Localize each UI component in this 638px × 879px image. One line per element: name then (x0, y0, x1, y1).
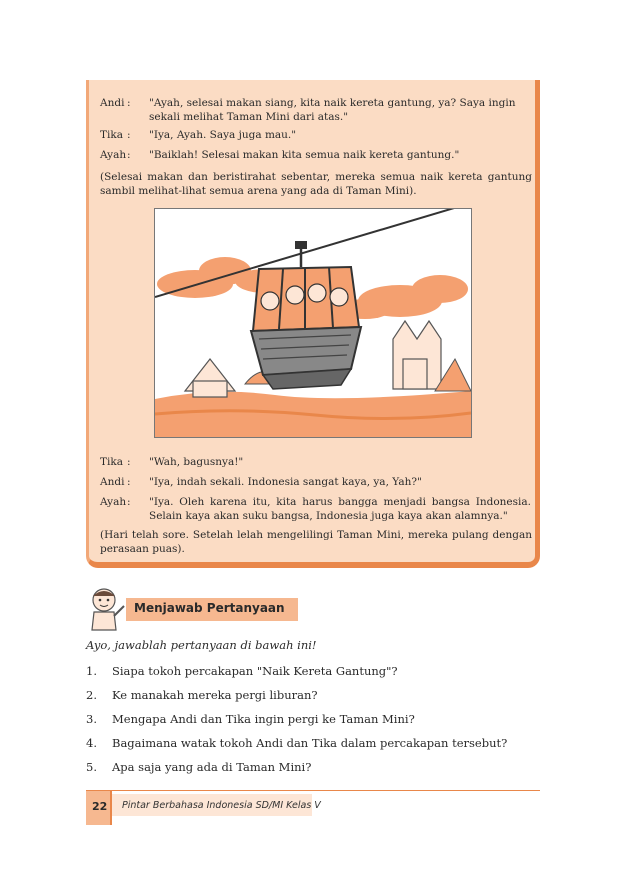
question-number: 3. (86, 712, 97, 726)
cable-car-illustration (154, 208, 472, 438)
narration-2: (Hari telah sore. Setelah lelah mengelilingi Taman Mini, mereka pulang dengan perasaan puas). (100, 529, 532, 555)
dialog-text: "Baiklah! Selesai makan kita semua naik kereta gantung." (149, 149, 460, 161)
speaker: Andi (100, 476, 125, 488)
separator: : (127, 456, 131, 468)
speaker: Tika (100, 456, 123, 468)
footer-divider (86, 790, 540, 791)
book-title: Pintar Berbahasa Indonesia SD/MI Kelas V (122, 800, 321, 811)
speaker: Tika (100, 129, 123, 141)
separator: : (127, 496, 131, 508)
question-number: 2. (86, 688, 97, 702)
question-number: 5. (86, 760, 97, 774)
question-text: Bagaimana watak tokoh Andi dan Tika dalam percakapan tersebut? (112, 736, 508, 750)
speaker: Ayah (100, 496, 127, 508)
student-mascot-icon (84, 586, 126, 636)
cable-car-icon (155, 209, 471, 437)
dialog-text: "Ayah, selesai makan siang, kita naik kereta gantung, ya? Saya ingin sekali melihat Taman Mini dari atas." (149, 97, 516, 123)
section-title: Menjawab Pertanyaan (134, 601, 285, 615)
question-text: Mengapa Andi dan Tika ingin pergi ke Taman Mini? (112, 712, 415, 726)
separator: : (127, 149, 131, 161)
question-text: Siapa tokoh percakapan "Naik Kereta Gantung"? (112, 664, 398, 678)
dialog-text: "Iya, indah sekali. Indonesia sangat kaya, ya, Yah?" (149, 476, 422, 488)
separator: : (127, 476, 131, 488)
dialog-text: "Iya, Ayah. Saya juga mau." (149, 129, 297, 141)
dialog-text: "Iya. Oleh karena itu, kita harus bangga menjadi bangsa Indonesia. Selain kaya akan suku bangsa, Indonesia juga kaya akan alamnya." (149, 496, 531, 522)
separator: : (127, 97, 131, 109)
dialog-text: "Wah, bagusnya!" (149, 456, 244, 468)
narration-1: (Selesai makan dan beristirahat sebentar, mereka semua naik kereta gantung sambil melihat-lihat semua arena yang ada di Taman Mini). (100, 171, 532, 197)
question-number: 1. (86, 664, 97, 678)
instruction: Ayo, jawablah pertanyaan di bawah ini! (86, 638, 317, 652)
question-text: Ke manakah mereka pergi liburan? (112, 688, 318, 702)
speaker: Andi (100, 97, 125, 109)
speaker: Ayah (100, 149, 127, 161)
question-number: 4. (86, 736, 97, 750)
question-text: Apa saja yang ada di Taman Mini? (112, 760, 312, 774)
page-number: 22 (92, 800, 108, 813)
separator: : (127, 129, 131, 141)
